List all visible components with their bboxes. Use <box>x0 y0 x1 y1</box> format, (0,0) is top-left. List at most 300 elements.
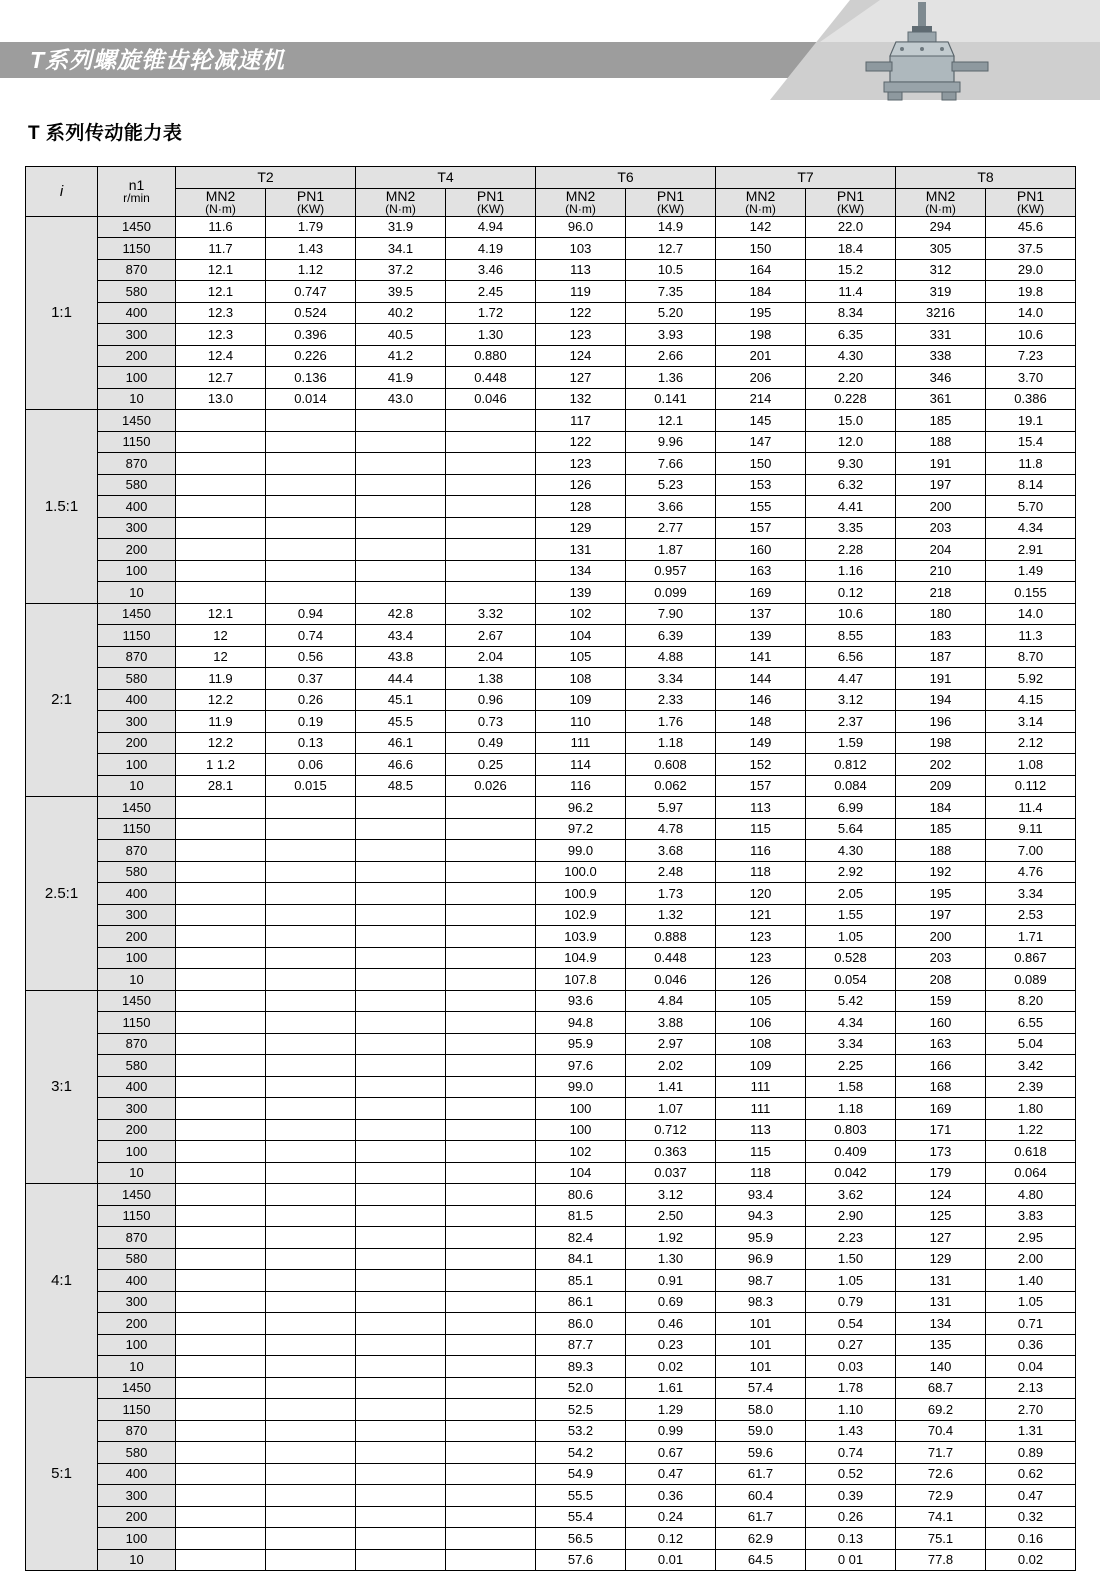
empty-cell <box>266 1270 356 1292</box>
empty-cell <box>446 1227 536 1249</box>
value-cell: 101 <box>716 1334 806 1356</box>
value-cell: 5.64 <box>806 818 896 840</box>
value-cell: 5.42 <box>806 990 896 1012</box>
value-cell: 198 <box>896 732 986 754</box>
value-cell: 218 <box>896 582 986 604</box>
empty-cell <box>266 1356 356 1378</box>
value-cell: 102 <box>536 603 626 625</box>
header-n1-line1: n1 <box>128 176 145 193</box>
speed-cell: 1450 <box>98 410 176 432</box>
empty-cell <box>446 560 536 582</box>
speed-cell: 100 <box>98 754 176 776</box>
table-row <box>26 431 1076 453</box>
value-cell: 188 <box>896 431 986 453</box>
empty-cell <box>446 1162 536 1184</box>
value-cell: 5.20 <box>626 302 716 324</box>
value-cell: 0.12 <box>806 582 896 604</box>
value-cell: 1.38 <box>446 668 536 690</box>
empty-cell <box>176 453 266 475</box>
value-cell: 135 <box>896 1334 986 1356</box>
speed-cell: 1450 <box>98 603 176 625</box>
value-cell: 0.015 <box>266 775 356 797</box>
speed-cell: 1450 <box>98 990 176 1012</box>
value-cell: 123 <box>716 947 806 969</box>
value-cell: 2.95 <box>986 1227 1076 1249</box>
header-sub-mn2 <box>716 188 806 216</box>
value-cell: 331 <box>896 324 986 346</box>
value-cell: 2.33 <box>626 689 716 711</box>
page-title: T系列螺旋锥齿轮减速机 <box>30 47 286 73</box>
speed-cell: 580 <box>98 474 176 496</box>
empty-cell <box>176 539 266 561</box>
value-cell: 100 <box>536 1098 626 1120</box>
table-row <box>26 646 1076 668</box>
empty-cell <box>266 1485 356 1507</box>
value-cell: 34.1 <box>356 238 446 260</box>
value-cell: 2.04 <box>446 646 536 668</box>
value-cell: 0.448 <box>626 947 716 969</box>
empty-cell <box>356 1506 446 1528</box>
header-sub-mn2-line1: MN2 <box>925 187 956 204</box>
value-cell: 1.40 <box>986 1270 1076 1292</box>
header-sub-mn2-line1: MN2 <box>205 187 236 204</box>
empty-cell <box>446 1377 536 1399</box>
value-cell: 102 <box>536 1141 626 1163</box>
value-cell: 3.70 <box>986 367 1076 389</box>
empty-cell <box>356 496 446 518</box>
value-cell: 6.56 <box>806 646 896 668</box>
empty-cell <box>176 1485 266 1507</box>
value-cell: 2.45 <box>446 281 536 303</box>
empty-cell <box>446 904 536 926</box>
value-cell: 3.12 <box>626 1184 716 1206</box>
value-cell: 1.59 <box>806 732 896 754</box>
value-cell: 4.34 <box>986 517 1076 539</box>
value-cell: 0.042 <box>806 1162 896 1184</box>
value-cell: 111 <box>716 1076 806 1098</box>
empty-cell <box>446 1420 536 1442</box>
empty-cell <box>356 1356 446 1378</box>
value-cell: 1.29 <box>626 1399 716 1421</box>
empty-cell <box>176 1184 266 1206</box>
empty-cell <box>356 1227 446 1249</box>
value-cell: 163 <box>896 1033 986 1055</box>
table-row <box>26 1248 1076 1270</box>
value-cell: 1.05 <box>986 1291 1076 1313</box>
empty-cell <box>266 560 356 582</box>
empty-cell <box>176 1270 266 1292</box>
value-cell: 139 <box>716 625 806 647</box>
value-cell: 146 <box>716 689 806 711</box>
table-row <box>26 990 1076 1012</box>
empty-cell <box>176 1356 266 1378</box>
speed-cell: 870 <box>98 1420 176 1442</box>
empty-cell <box>176 517 266 539</box>
empty-cell <box>176 560 266 582</box>
empty-cell <box>176 1055 266 1077</box>
table-row <box>26 883 1076 905</box>
value-cell: 115 <box>716 1141 806 1163</box>
empty-cell <box>446 1291 536 1313</box>
value-cell: 0.62 <box>986 1463 1076 1485</box>
empty-cell <box>446 496 536 518</box>
value-cell: 2.13 <box>986 1377 1076 1399</box>
value-cell: 11.4 <box>806 281 896 303</box>
empty-cell <box>266 883 356 905</box>
value-cell: 160 <box>716 539 806 561</box>
empty-cell <box>266 1076 356 1098</box>
value-cell: 153 <box>716 474 806 496</box>
value-cell: 37.5 <box>986 238 1076 260</box>
value-cell: 61.7 <box>716 1506 806 1528</box>
value-cell: 72.6 <box>896 1463 986 1485</box>
value-cell: 0.747 <box>266 281 356 303</box>
empty-cell <box>356 410 446 432</box>
value-cell: 346 <box>896 367 986 389</box>
value-cell: 180 <box>896 603 986 625</box>
empty-cell <box>356 1033 446 1055</box>
value-cell: 40.2 <box>356 302 446 324</box>
value-cell: 101 <box>716 1356 806 1378</box>
empty-cell <box>446 1119 536 1141</box>
value-cell: 4.15 <box>986 689 1076 711</box>
table-row <box>26 1313 1076 1335</box>
empty-cell <box>356 1549 446 1571</box>
table-row <box>26 1119 1076 1141</box>
value-cell: 113 <box>536 259 626 281</box>
empty-cell <box>176 904 266 926</box>
value-cell: 1.78 <box>806 1377 896 1399</box>
table-row <box>26 775 1076 797</box>
value-cell: 0.19 <box>266 711 356 733</box>
table-row <box>26 1549 1076 1571</box>
table-row <box>26 1442 1076 1464</box>
value-cell: 64.5 <box>716 1549 806 1571</box>
speed-cell: 1450 <box>98 797 176 819</box>
value-cell: 11.8 <box>986 453 1076 475</box>
value-cell: 2.39 <box>986 1076 1076 1098</box>
speed-cell: 100 <box>98 1528 176 1550</box>
value-cell: 4.84 <box>626 990 716 1012</box>
header-sub-pn1-line1: PN1 <box>476 187 505 204</box>
empty-cell <box>266 1377 356 1399</box>
empty-cell <box>266 969 356 991</box>
value-cell: 0.396 <box>266 324 356 346</box>
empty-cell <box>176 496 266 518</box>
empty-cell <box>266 1055 356 1077</box>
empty-cell <box>266 1033 356 1055</box>
table-row <box>26 904 1076 926</box>
value-cell: 0.13 <box>266 732 356 754</box>
value-cell: 43.8 <box>356 646 446 668</box>
speed-cell: 300 <box>98 1098 176 1120</box>
value-cell: 1.32 <box>626 904 716 926</box>
value-cell: 121 <box>716 904 806 926</box>
table-row <box>26 345 1076 367</box>
table-row <box>26 969 1076 991</box>
empty-cell <box>266 1012 356 1034</box>
empty-cell <box>176 1506 266 1528</box>
value-cell: 159 <box>896 990 986 1012</box>
value-cell: 72.9 <box>896 1485 986 1507</box>
value-cell: 1.41 <box>626 1076 716 1098</box>
value-cell: 4.76 <box>986 861 1076 883</box>
value-cell: 86.1 <box>536 1291 626 1313</box>
table-row <box>26 238 1076 260</box>
empty-cell <box>356 1248 446 1270</box>
value-cell: 105 <box>536 646 626 668</box>
speed-cell: 10 <box>98 582 176 604</box>
empty-cell <box>266 1141 356 1163</box>
speed-cell: 200 <box>98 539 176 561</box>
header-col-n1 <box>98 167 176 217</box>
value-cell: 3.66 <box>626 496 716 518</box>
table-row <box>26 1184 1076 1206</box>
value-cell: 0.026 <box>446 775 536 797</box>
value-cell: 56.5 <box>536 1528 626 1550</box>
value-cell: 1.55 <box>806 904 896 926</box>
ratio-cell: 5:1 <box>26 1377 98 1571</box>
value-cell: 0.867 <box>986 947 1076 969</box>
value-cell: 4.34 <box>806 1012 896 1034</box>
value-cell: 0.712 <box>626 1119 716 1141</box>
header-sub-pn1-line2: (KW) <box>836 201 865 216</box>
value-cell: 0.06 <box>266 754 356 776</box>
value-cell: 2.23 <box>806 1227 896 1249</box>
value-cell: 0.226 <box>266 345 356 367</box>
value-cell: 0.02 <box>986 1549 1076 1571</box>
value-cell: 0.56 <box>266 646 356 668</box>
speed-cell: 200 <box>98 1119 176 1141</box>
empty-cell <box>266 1506 356 1528</box>
value-cell: 124 <box>536 345 626 367</box>
value-cell: 103 <box>536 238 626 260</box>
empty-cell <box>446 1356 536 1378</box>
value-cell: 55.4 <box>536 1506 626 1528</box>
header-sub-pn1 <box>626 188 716 216</box>
value-cell: 1.12 <box>266 259 356 281</box>
speed-cell: 200 <box>98 926 176 948</box>
speed-cell: 400 <box>98 302 176 324</box>
value-cell: 11.9 <box>176 668 266 690</box>
empty-cell <box>446 1399 536 1421</box>
header-sub-pn1-line1: PN1 <box>656 187 685 204</box>
empty-cell <box>266 582 356 604</box>
value-cell: 0.054 <box>806 969 896 991</box>
empty-cell <box>176 474 266 496</box>
value-cell: 2.92 <box>806 861 896 883</box>
value-cell: 119 <box>536 281 626 303</box>
value-cell: 1.05 <box>806 1270 896 1292</box>
value-cell: 8.55 <box>806 625 896 647</box>
value-cell: 4.88 <box>626 646 716 668</box>
empty-cell <box>356 1098 446 1120</box>
empty-cell <box>356 1528 446 1550</box>
value-cell: 160 <box>896 1012 986 1034</box>
value-cell: 194 <box>896 689 986 711</box>
value-cell: 44.4 <box>356 668 446 690</box>
empty-cell <box>356 1377 446 1399</box>
value-cell: 128 <box>536 496 626 518</box>
value-cell: 173 <box>896 1141 986 1163</box>
value-cell: 0.47 <box>986 1485 1076 1507</box>
value-cell: 82.4 <box>536 1227 626 1249</box>
speed-cell: 10 <box>98 388 176 410</box>
empty-cell <box>266 1162 356 1184</box>
value-cell: 43.4 <box>356 625 446 647</box>
value-cell: 12.7 <box>176 367 266 389</box>
speed-cell: 1450 <box>98 1184 176 1206</box>
value-cell: 14.0 <box>986 603 1076 625</box>
value-cell: 18.4 <box>806 238 896 260</box>
value-cell: 59.6 <box>716 1442 806 1464</box>
value-cell: 11.6 <box>176 216 266 238</box>
value-cell: 0 01 <box>806 1549 896 1571</box>
value-cell: 2.20 <box>806 367 896 389</box>
value-cell: 85.1 <box>536 1270 626 1292</box>
value-cell: 149 <box>716 732 806 754</box>
value-cell: 101 <box>716 1313 806 1335</box>
value-cell: 1.18 <box>806 1098 896 1120</box>
value-cell: 0.014 <box>266 388 356 410</box>
empty-cell <box>356 947 446 969</box>
empty-cell <box>176 1442 266 1464</box>
value-cell: 185 <box>896 410 986 432</box>
speed-cell: 100 <box>98 1334 176 1356</box>
empty-cell <box>446 947 536 969</box>
speed-cell: 300 <box>98 904 176 926</box>
empty-cell <box>266 1184 356 1206</box>
value-cell: 57.4 <box>716 1377 806 1399</box>
header-sub-mn2-line2: (N·m) <box>565 201 596 216</box>
value-cell: 9.96 <box>626 431 716 453</box>
value-cell: 41.2 <box>356 345 446 367</box>
value-cell: 107.8 <box>536 969 626 991</box>
speed-cell: 10 <box>98 969 176 991</box>
empty-cell <box>266 926 356 948</box>
value-cell: 202 <box>896 754 986 776</box>
speed-cell: 400 <box>98 1270 176 1292</box>
value-cell: 8.14 <box>986 474 1076 496</box>
value-cell: 0.880 <box>446 345 536 367</box>
value-cell: 203 <box>896 517 986 539</box>
empty-cell <box>356 883 446 905</box>
empty-cell <box>266 1463 356 1485</box>
value-cell: 5.97 <box>626 797 716 819</box>
value-cell: 0.26 <box>266 689 356 711</box>
value-cell: 108 <box>536 668 626 690</box>
value-cell: 39.5 <box>356 281 446 303</box>
value-cell: 208 <box>896 969 986 991</box>
header-row-subcols <box>26 188 1076 216</box>
value-cell: 54.2 <box>536 1442 626 1464</box>
value-cell: 2.67 <box>446 625 536 647</box>
value-cell: 81.5 <box>536 1205 626 1227</box>
empty-cell <box>356 474 446 496</box>
value-cell: 3.14 <box>986 711 1076 733</box>
empty-cell <box>176 582 266 604</box>
empty-cell <box>356 539 446 561</box>
value-cell: 60.4 <box>716 1485 806 1507</box>
empty-cell <box>176 1420 266 1442</box>
speed-cell: 100 <box>98 947 176 969</box>
value-cell: 127 <box>896 1227 986 1249</box>
value-cell: 61.7 <box>716 1463 806 1485</box>
value-cell: 19.1 <box>986 410 1076 432</box>
value-cell: 120 <box>716 883 806 905</box>
empty-cell <box>446 1549 536 1571</box>
empty-cell <box>446 539 536 561</box>
header-sub-mn2-line1: MN2 <box>745 187 776 204</box>
value-cell: 41.9 <box>356 367 446 389</box>
header-sub-mn2-line1: MN2 <box>565 187 596 204</box>
value-cell: 184 <box>896 797 986 819</box>
value-cell: 0.36 <box>626 1485 716 1507</box>
empty-cell <box>446 1098 536 1120</box>
table-row <box>26 259 1076 281</box>
value-cell: 124 <box>896 1184 986 1206</box>
value-cell: 48.5 <box>356 775 446 797</box>
ratio-cell: 2.5:1 <box>26 797 98 991</box>
table-row <box>26 582 1076 604</box>
header-sub-mn2 <box>896 188 986 216</box>
empty-cell <box>446 517 536 539</box>
value-cell: 80.6 <box>536 1184 626 1206</box>
empty-cell <box>356 1141 446 1163</box>
value-cell: 0.49 <box>446 732 536 754</box>
table-row <box>26 1420 1076 1442</box>
value-cell: 15.4 <box>986 431 1076 453</box>
empty-cell <box>266 1334 356 1356</box>
value-cell: 169 <box>716 582 806 604</box>
ratio-cell: 2:1 <box>26 603 98 797</box>
value-cell: 31.9 <box>356 216 446 238</box>
value-cell: 2.37 <box>806 711 896 733</box>
empty-cell <box>356 1334 446 1356</box>
value-cell: 200 <box>896 926 986 948</box>
table-row <box>26 1528 1076 1550</box>
value-cell: 10.6 <box>986 324 1076 346</box>
speed-cell: 400 <box>98 1076 176 1098</box>
empty-cell <box>356 840 446 862</box>
value-cell: 100.0 <box>536 861 626 883</box>
empty-cell <box>266 1420 356 1442</box>
value-cell: 40.5 <box>356 324 446 346</box>
speed-cell: 580 <box>98 281 176 303</box>
value-cell: 0.91 <box>626 1270 716 1292</box>
value-cell: 54.9 <box>536 1463 626 1485</box>
value-cell: 52.0 <box>536 1377 626 1399</box>
value-cell: 1.61 <box>626 1377 716 1399</box>
empty-cell <box>176 947 266 969</box>
table-row <box>26 1205 1076 1227</box>
empty-cell <box>266 453 356 475</box>
value-cell: 0.618 <box>986 1141 1076 1163</box>
value-cell: 45.6 <box>986 216 1076 238</box>
table-row <box>26 1334 1076 1356</box>
value-cell: 198 <box>716 324 806 346</box>
value-cell: 0.099 <box>626 582 716 604</box>
header-sub-mn2-line2: (N·m) <box>925 201 956 216</box>
value-cell: 192 <box>896 861 986 883</box>
value-cell: 13.0 <box>176 388 266 410</box>
value-cell: 12.3 <box>176 302 266 324</box>
value-cell: 5.04 <box>986 1033 1076 1055</box>
empty-cell <box>176 883 266 905</box>
empty-cell <box>266 990 356 1012</box>
speed-cell: 400 <box>98 883 176 905</box>
value-cell: 96.9 <box>716 1248 806 1270</box>
